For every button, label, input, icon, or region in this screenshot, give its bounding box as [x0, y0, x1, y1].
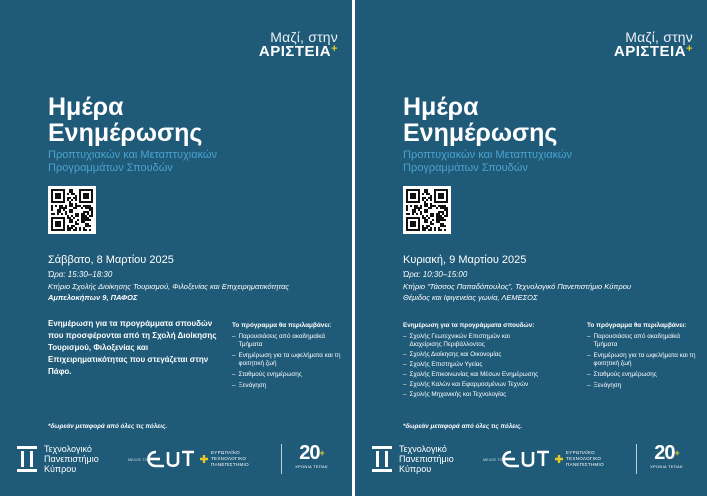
footer-logos	[371, 442, 693, 476]
program-item: – Σταθμούς ενημέρωσης	[232, 371, 302, 378]
venue-line1: Κτήριο “Τάσσος Παπαδόπουλος”, Τεχνολογικό Πανεπιστήμιο Κύπρου	[403, 282, 632, 291]
venue-line2: Θέμιδος και Ιφιγενείας γωνία, ΛΕΜΕΣΟΣ	[403, 293, 538, 302]
eut-logo-icon	[497, 446, 567, 477]
page-title	[403, 94, 557, 146]
footer-divider	[636, 444, 637, 474]
subtitle	[48, 149, 318, 175]
twenty-years-icon: 20+ ΧΡΟΝΙΑ ΤΕΠΑΚ	[650, 442, 683, 469]
footer-logos	[16, 442, 338, 476]
venue-line1: Κτήριο Σχολής Διοίκησης Τουρισμού, Φιλοξενίας και Επιχειρηματικότητας	[48, 282, 290, 291]
slogan	[259, 30, 338, 59]
event-venue	[403, 281, 693, 303]
schools-heading: Ενημέρωση για τα προγράμματα σπουδών:	[403, 322, 535, 329]
school-item: – Σχολής Επικοινωνίας και Μέσων Ενημέρωσης	[403, 371, 539, 378]
event-date: Σάββατο, 8 Μαρτίου 2025	[48, 254, 174, 266]
eut-name: ΕΥΡΩΠΑΪΚΟ ΤΕΧΝΟΛΟΓΙΚΟ ΠΑΝΕΠΙΣΤΗΜΙΟ	[211, 450, 249, 467]
schools-list	[403, 322, 573, 401]
subtitle-line1: Προπτυχιακών και Μεταπτυχιακών	[48, 149, 218, 161]
program-item: – Παρουσιάσεις από ακαδημαϊκά Τμήματα	[587, 333, 681, 348]
tepak-name: Τεχνολογικό Πανεπιστήμιο Κύπρου	[399, 444, 454, 474]
qr-code-icon[interactable]	[403, 186, 451, 234]
poster-lemesos	[355, 0, 707, 496]
program-item: – Ενημέρωση για τα ωφελήματα και τη φοιτητική ζωή	[587, 352, 696, 367]
tepak-logo-icon	[371, 444, 393, 474]
footer-divider	[281, 444, 282, 474]
event-venue	[48, 281, 338, 303]
program-item: – Ξενάγηση	[587, 382, 622, 389]
title-line1: Ημέρα	[48, 93, 124, 121]
subtitle-line2: Προγραμμάτων Σπουδών	[48, 162, 173, 174]
program-item: – Ενημέρωση για τα ωφελήματα και τη φοιτητική ζωή	[232, 352, 341, 367]
free-transport-note: *δωρεάν μεταφορά από όλες τις πόλεις.	[48, 423, 168, 430]
program-item: – Παρουσιάσεις από ακαδημαϊκά Τμήματα	[232, 333, 326, 348]
event-description: Ενημέρωση για τα προγράμματα σπουδών που προσφέρονται από τη Σχολή Διοίκησης Τουρισμού, Φιλοξενίας και Επιχειρηματικότητας που στεγάζεται στην Πάφο.	[48, 319, 217, 376]
tepak-logo	[371, 444, 454, 474]
qr-code-icon[interactable]	[48, 186, 96, 234]
event-time: Ώρα: 10:30–15:00	[403, 270, 468, 279]
slogan-line1: Μαζί, στην	[625, 29, 693, 45]
school-item: – Σχολής Διοίκησης και Οικονομίας	[403, 351, 502, 358]
page-title	[48, 94, 202, 146]
slogan-line1: Μαζί, στην	[270, 29, 338, 45]
free-transport-note: *δωρεάν μεταφορά από όλες τις πόλεις.	[403, 423, 523, 430]
subtitle-line1: Προπτυχιακών και Μεταπτυχιακών	[403, 149, 573, 161]
slogan-line2: ΑΡΙΣΤΕΙΑ+	[613, 43, 693, 60]
slogan-line2: ΑΡΙΣΤΕΙΑ+	[258, 43, 338, 60]
tepak-name: Τεχνολογικό Πανεπιστήμιο Κύπρου	[44, 444, 99, 474]
program-item: – Ξενάγηση	[232, 382, 267, 389]
program-list	[587, 322, 697, 393]
tepak-logo-icon	[16, 444, 38, 474]
member-of-label: ΜΕΛΟΣ ΤΟΥ	[483, 458, 506, 462]
twenty-years-icon: 20+ ΧΡΟΝΙΑ ΤΕΠΑΚ	[295, 442, 328, 469]
program-heading: Το πρόγραμμα θα περιλαμβάνει:	[587, 322, 687, 329]
title-line2: Ενημέρωσης	[403, 119, 558, 147]
eut-logo-icon	[142, 446, 212, 477]
program-item: – Σταθμούς ενημέρωσης	[587, 371, 657, 378]
venue-line2: Αμπελοκήπων 9, ΠΑΦΟΣ	[48, 293, 138, 302]
school-item: – Σχολής Καλών και Εφαρμοσμένων Τεχνών	[403, 381, 529, 388]
eut-name: ΕΥΡΩΠΑΪΚΟ ΤΕΧΝΟΛΟΓΙΚΟ ΠΑΝΕΠΙΣΤΗΜΙΟ	[566, 450, 604, 467]
subtitle-line2: Προγραμμάτων Σπουδών	[403, 162, 528, 174]
slogan	[614, 30, 693, 59]
school-item: – Σχολής Μηχανικής και Τεχνολογίας	[403, 391, 507, 398]
program-list	[232, 322, 342, 393]
member-of-label: ΜΕΛΟΣ ΤΟΥ	[128, 458, 151, 462]
event-date: Κυριακή, 9 Μαρτίου 2025	[403, 254, 527, 266]
title-line2: Ενημέρωσης	[48, 119, 203, 147]
tepak-logo	[16, 444, 99, 474]
title-line1: Ημέρα	[403, 93, 479, 121]
poster-pafos	[0, 0, 352, 496]
subtitle	[403, 149, 673, 175]
school-item: – Σχολής Επιστημών Υγείας	[403, 361, 483, 368]
program-heading: Το πρόγραμμα θα περιλαμβάνει:	[232, 322, 332, 329]
school-item: – Σχολής Γεωτεχνικών Επιστημών και Διαχείρισης Περιβάλλοντος	[403, 333, 510, 348]
event-time: Ώρα: 15:30–18:30	[48, 270, 113, 279]
